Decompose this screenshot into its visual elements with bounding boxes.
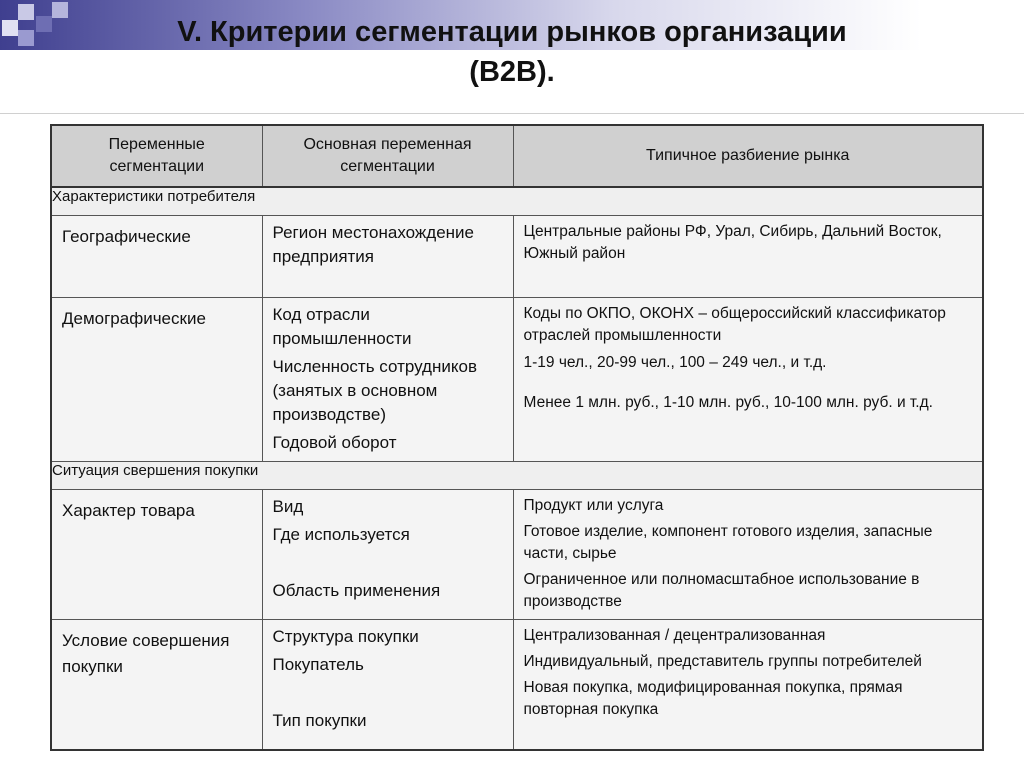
header-cell: Основная переменная сегментации [262,125,513,187]
breakdown-cell [513,620,983,750]
breakdown-text: Центральные районы РФ, Урал, Сибирь, Дальний Восток, Южный район [523,223,942,262]
table-row [51,216,983,298]
main-variable-text: Покупатель [272,655,364,674]
breakdown-text: Коды по ОКПО, ОКОНХ – общероссийский классификатор отраслей промышленности [523,305,946,344]
table-header-row [51,125,983,187]
segmentation-table [50,124,984,751]
section-label: Характеристики потребителя [51,187,983,216]
main-variable-text: Область применения [272,581,441,600]
main-variable-text: Где используется [272,525,410,544]
slide-title [0,12,1024,92]
breakdown-text: Менее 1 млн. руб., 1-10 млн. руб., 10-100 млн. руб. и т.д. [523,394,933,411]
breakdown-cell [513,298,983,462]
main-variable-text: Код отрасли промышленности [272,305,412,348]
table-row [51,490,983,620]
header-cell: Переменные сегментации [51,125,262,187]
section-label: Ситуация свершения покупки [51,462,983,490]
breakdown-text: Продукт или услуга [523,497,664,514]
table-row [51,620,983,750]
variable-cell: Условие совершения покупки [51,620,262,750]
main-variable-text: Регион местонахождение предприятия [272,223,475,266]
breakdown-text: 1-19 чел., 20-99 чел., 100 – 249 чел., и т.д. [523,354,827,371]
breakdown-text: Централизованная / децентрализованная [523,627,826,644]
main-variable-text: Структура покупки [272,627,419,646]
slide-title-line1: V. Критерии сегментации рынков организации [177,16,847,48]
main-variable-text: Тип покупки [272,711,367,730]
breakdown-cell [513,216,983,298]
breakdown-cell [513,490,983,620]
main-variable-cell [262,216,513,298]
breakdown-text: Индивидуальный, представитель группы потребителей [523,653,922,670]
section-row [51,187,983,216]
breakdown-text: Готовое изделие, компонент готового изделия, запасные части, сырье [523,523,933,562]
variable-cell: Характер товара [51,490,262,620]
breakdown-text: Новая покупка, модифицированная покупка, прямая повторная покупка [523,679,903,718]
main-variable-cell [262,620,513,750]
main-variable-text: Численность сотрудников (занятых в основном производстве) [272,357,477,424]
main-variable-text: Годовой оборот [272,433,397,452]
variable-cell: Географические [51,216,262,298]
main-variable-cell [262,490,513,620]
slide-title-line2: (B2B). [469,56,555,88]
main-variable-cell [262,298,513,462]
section-row [51,462,983,490]
table-row [51,298,983,462]
title-divider [0,113,1024,114]
variable-cell: Демографические [51,298,262,462]
breakdown-text: Ограниченное или полномасштабное использование в производстве [523,571,920,610]
header-cell: Типичное разбиение рынка [513,125,983,187]
main-variable-text: Вид [272,497,304,516]
